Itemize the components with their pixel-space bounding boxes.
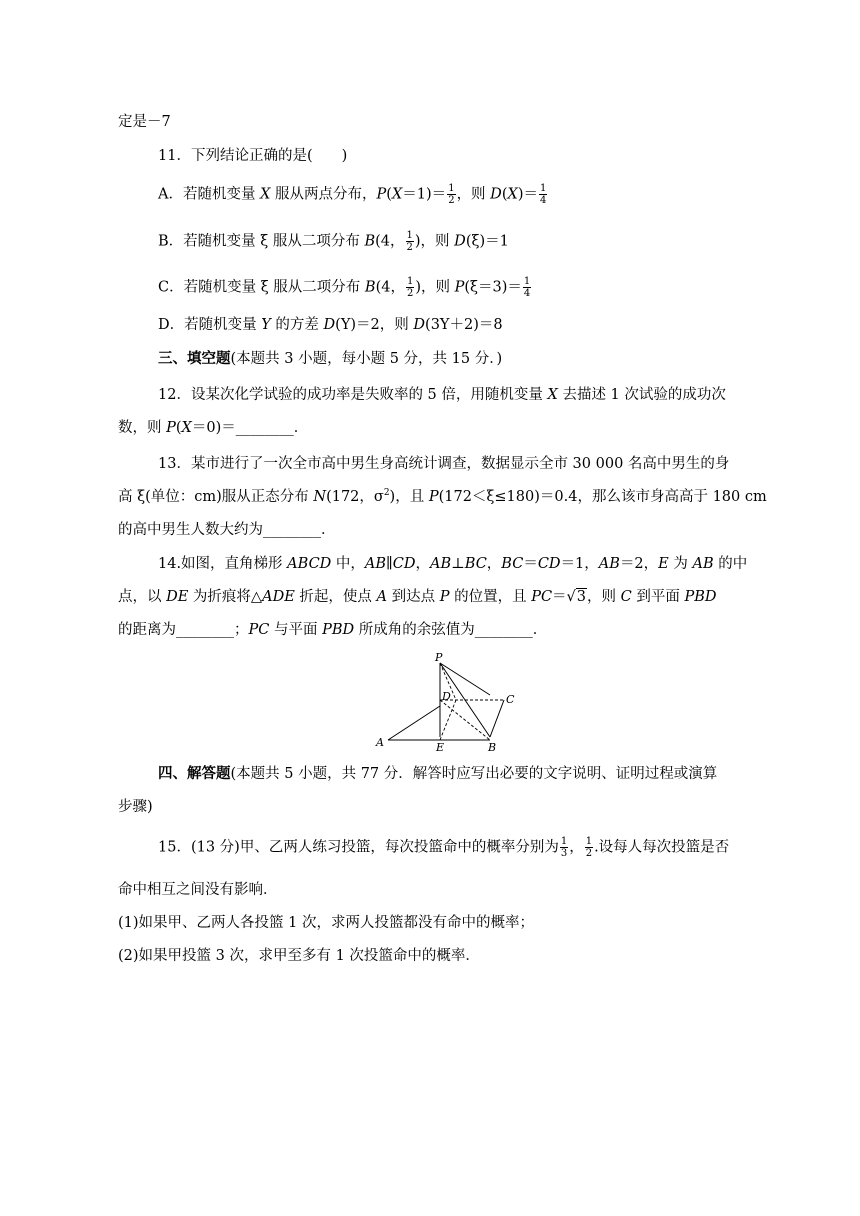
q12-line1: 12．设某次化学试验的成功率是失败率的 5 倍，用随机变量 X 去描述 1 次试验的成功次 bbox=[158, 387, 726, 403]
q11-option-c: C．若随机变量 ξ 服从二项分布 B(4， $\frac{1}{2}$ )，则 P(ξ＝3)＝ $\frac{1}{4}$ bbox=[158, 276, 531, 299]
folded-trapezoid-figure bbox=[372, 650, 522, 754]
answer-blank: ________ bbox=[474, 622, 533, 638]
edge-DB-dashed bbox=[440, 700, 490, 740]
q13-line2: 高 ξ(单位：cm)服从正态分布 N(172，$\sigma^2$)，且 P(172＜ξ≤180)＝0.4，那么该市身高高于 180 cm bbox=[118, 488, 767, 505]
edge-AD bbox=[388, 706, 440, 740]
edge-DE-dashed bbox=[440, 700, 456, 740]
section-4-heading-cont: 步骤) bbox=[118, 799, 153, 815]
q11-option-a: A．若随机变量 X 服从两点分布，P(X＝1)＝ $\frac{1}{2}$ ，则 D(X)＝ $\frac{1}{4}$ bbox=[158, 183, 547, 206]
q11-option-b: B．若随机变量 ξ 服从二项分布 B(4， $\frac{1}{2}$ )，则 D(ξ)＝1 bbox=[158, 230, 509, 253]
label-A: A bbox=[376, 736, 384, 749]
q12-line2: 数，则 P(X＝0)＝________． bbox=[118, 420, 309, 436]
fraction: $\frac{1}{2}$ bbox=[585, 836, 593, 859]
q15-part2: (2)如果甲投篮 3 次，求甲至多有 1 次投篮命中的概率． bbox=[118, 948, 480, 964]
fraction: $\frac{1}{4}$ bbox=[539, 183, 547, 206]
q14-line1: 14.如图，直角梯形 ABCD 中，AB∥CD，AB⊥BC，BC＝CD＝1，AB＝2，E 为 AB 的中 bbox=[158, 556, 748, 572]
q13-line3: 的高中男生人数大约为________． bbox=[118, 522, 336, 538]
fraction: $\frac{1}{4}$ bbox=[523, 276, 531, 299]
square-root: √3 bbox=[566, 589, 587, 605]
q11-option-d: D．若随机变量 Y 的方差 D(Y)＝2，则 D(3Y＋2)＝8 bbox=[158, 317, 503, 333]
continuation-line: 定是－7 bbox=[118, 114, 171, 130]
answer-blank: ________ bbox=[176, 622, 234, 638]
section-3-heading: 三、填空题(本题共 3 小题，每小题 5 分，共 15 分．) bbox=[158, 350, 503, 367]
q15-line2: 命中相互之间没有影响． bbox=[118, 882, 278, 898]
q14-line2: 点，以 DE 为折痕将△ADE 折起，使点 A 到达点 P 的位置，且 PC＝√3，则 C 到平面 PBD bbox=[118, 589, 717, 605]
answer-blank: ________ bbox=[263, 522, 321, 538]
q14-line3: 的距离为________；PC 与平面 PBD 所成角的余弦值为________． bbox=[118, 622, 548, 638]
fraction: $\frac{1}{2}$ bbox=[406, 230, 413, 253]
q13-line1: 13．某市进行了一次全市高中男生身高统计调查，数据显示全市 30 000 名高中男生的身 bbox=[158, 456, 730, 472]
label-E: E bbox=[436, 741, 445, 754]
fraction: $\frac{1}{2}$ bbox=[448, 183, 455, 206]
fraction: $\frac{1}{2}$ bbox=[406, 276, 414, 299]
q11-stem: 11．下列结论正确的是( ) bbox=[158, 148, 348, 164]
label-B: B bbox=[488, 741, 497, 754]
section-4-heading: 四、解答题(本题共 5 小题，共 77 分．解答时应写出必要的文字说明、证明过程或演算 bbox=[158, 765, 718, 782]
edge-BC bbox=[490, 700, 504, 737]
label-D: D bbox=[442, 690, 451, 703]
answer-blank: ________ bbox=[235, 420, 294, 436]
q15-line1: 15．(13 分)甲、乙两人练习投篮，每次投篮命中的概率分别为 $\frac{1}{3}$ ， $\frac{1}{2}$ .设每人每次投篮是否 bbox=[158, 836, 730, 859]
label-C: C bbox=[506, 693, 515, 706]
fraction: $\frac{1}{3}$ bbox=[560, 836, 568, 859]
label-P: P bbox=[435, 651, 443, 664]
q15-part1: (1)如果甲、乙两人各投篮 1 次，求两人投篮都没有命中的概率； bbox=[118, 915, 534, 931]
